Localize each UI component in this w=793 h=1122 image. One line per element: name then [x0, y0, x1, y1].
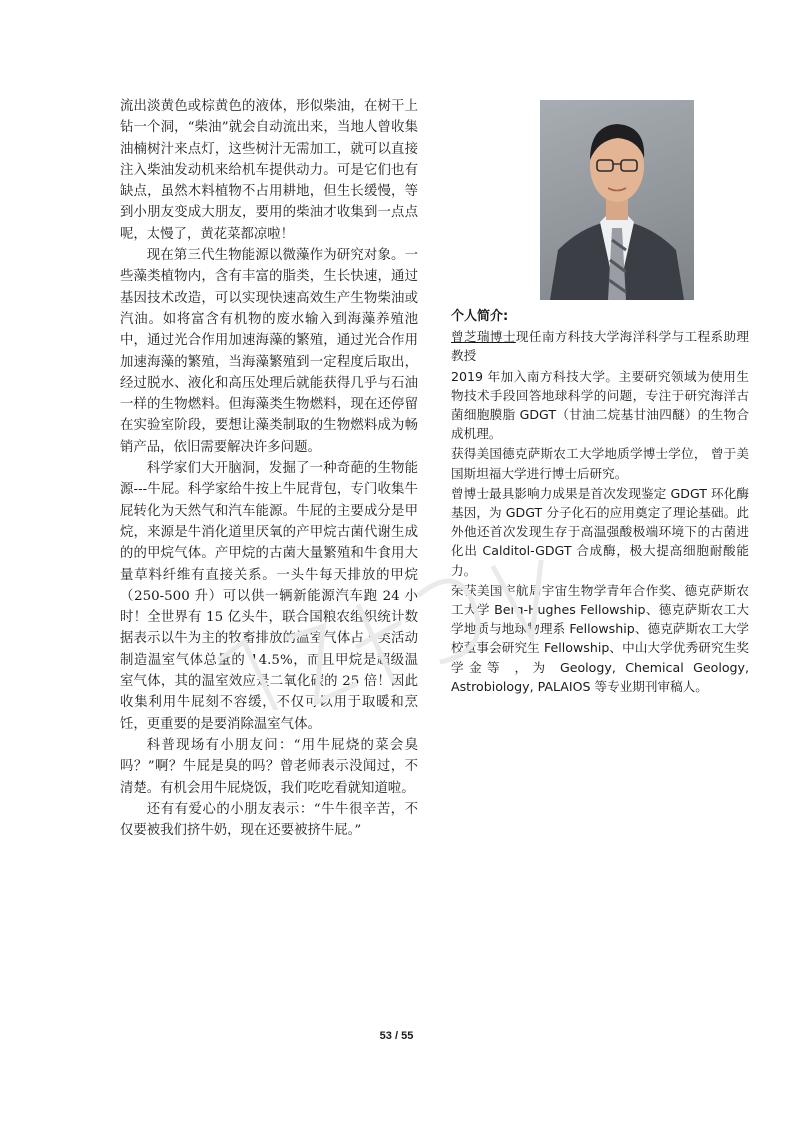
bio-paragraph: 曾博士最具影响力成果是首次发现鉴定 GDGT 环化酶基因，为 GDGT 分子化石的应用奠定了理论基础。此外他还首次发现生存于高温强酸极端环境下的古菌进化出 Calditol-GDGT 合成酶，极大提高细胞耐酸能力。	[451, 485, 749, 578]
article-paragraph: 还有有爱心的小朋友表示：“牛牛很辛苦，不仅要被我们挤牛奶，现在还要被挤牛屁。”	[120, 801, 418, 839]
article-paragraph: 现在第三代生物能源以微藻作为研究对象。一些藻类植物内，含有丰富的脂类，生长快速，通过基因技术改造，可以实现快速高效生产生物柴油或汽油。如将富含有机物的废水输入到海藻养殖池中，通过光合作用加速海藻的繁殖，通过光合作用加速海藻的繁殖，当海藻繁殖到一定程度后取出，经过脱水、液化和高压处理后就能获得几乎与石油一样的生物燃料。但海藻类生物燃料，现在还停留在实验室阶段，要想让藻类制取的生物燃料成为畅销产品，依旧需要解决许多问题。	[120, 248, 418, 455]
article-paragraph: 科普现场有小朋友问：“用牛屁烧的菜会臭吗？”啊？牛屁是臭的吗？曾老师表示没闻过，不清楚。有机会用牛屁烧饭，我们吃吃看就知道啦。	[120, 737, 418, 796]
article-left-column	[120, 96, 418, 841]
portrait-photo	[540, 100, 694, 300]
bio-name: 曾芝瑞博士	[451, 329, 516, 345]
bio-title	[451, 327, 749, 365]
bio-paragraph: 2019 年加入南方科技大学。主要研究领域为使用生物技术手段回答地球科学的问题，专注于研究海洋古菌细胞膜脂 GDGT（甘油二烷基甘油四醚）的生物合成机理。	[451, 368, 749, 442]
bio-paragraph: 获得美国德克萨斯农工大学地质学博士学位， 曾于美国斯坦福大学进行博士后研究。	[451, 446, 749, 481]
page-number: 53 / 55	[379, 1030, 414, 1042]
bio-paragraph: 荣获美国宇航局宇宙生物学青年合作奖、德克萨斯农工大学 Berg-Hughes Fellowship、德克萨斯农工大学地质与地球物理系 Fellowship、德克萨斯农工大学校董事会研究生 Fellowship、中山大学优秀研究生奖学金等 ，为 Geology, Chemical Geology, Astrobiology, PALAIOS 等专业期刊审稿人。	[451, 582, 749, 694]
article-paragraph: 科学家们大开脑洞，发掘了一种奇葩的生物能源---牛屁。科学家给牛按上牛屁背包，专门收集牛屁转化为天然气和汽车能源。牛屁的主要成分是甲烷，来源是牛消化道里厌氧的产甲烷古菌代谢生成的的甲烷气体。产甲烷的古菌大量繁殖和牛食用大量草料纤维有直接关系。一头牛每天排放的甲烷（250-500 升）可以供一辆新能源汽车跑 24 小时！全世界有 15 亿头牛，联合国粮农组织统计数据表示以牛为主的牧畜排放的温室气体占人类活动制造温室气体总量的 14.5%，而且甲烷是超级温室气体，其的温室效应是二氧化碳的 25 倍！因此收集利用牛屁刻不容缓，不仅可以用于取暖和烹饪，更重要的是要消除温室气体。	[120, 461, 418, 732]
article-paragraph: 流出淡黄色或棕黄色的液体，形似柴油，在树干上钻一个洞，“柴油”就会自动流出来，当地人曾收集油楠树汁来点灯，这些树汁无需加工，就可以直接注入柴油发动机来给机车提供动力。可是它们也有缺点，虽然木料植物不占用耕地，但生长缓慢，等到小朋友变成大朋友，要用的柴油才收集到一点点呢，太慢了，黄花菜都凉啦！	[120, 99, 418, 242]
portrait-illustration	[540, 100, 694, 300]
bio-position: 现任南方科技大学海洋科学与工程系助理教授	[451, 329, 750, 364]
bio-section	[451, 307, 749, 697]
bio-heading: 个人简介:	[451, 309, 509, 324]
